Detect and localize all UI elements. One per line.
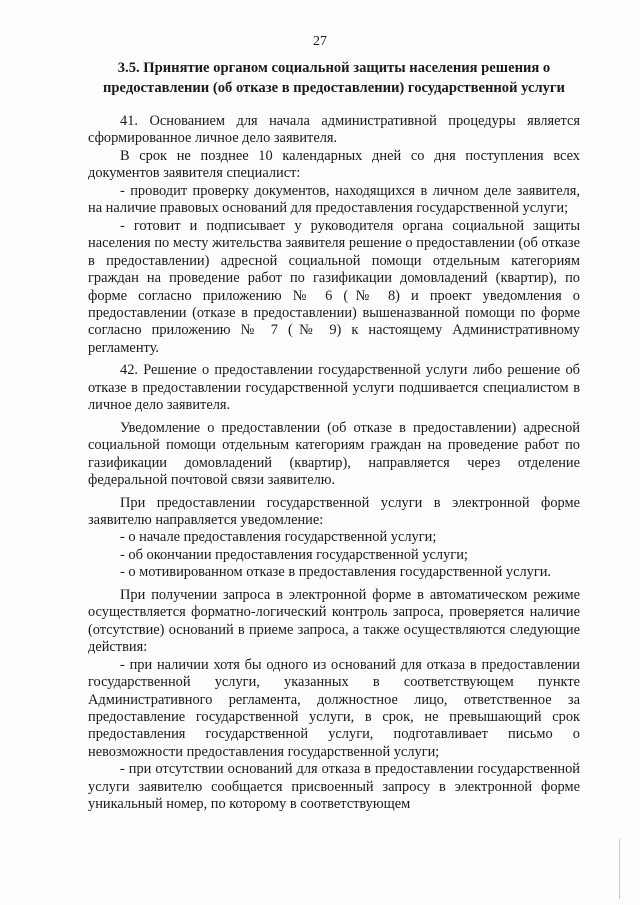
body-text (88, 113, 580, 814)
page-number: 27 (313, 34, 327, 49)
list-item-end-service: - об окончании предоставления государственной услуги; (120, 546, 468, 563)
paragraph-electronic-form: При предоставлении государственной услуги в электронной форме заявителю направляется уведомление: (88, 494, 580, 528)
list-item-no-grounds: - при отсутствии оснований для отказа в предоставлении государственной услуги заявителю сообщается присвоенный запросу в электронной форме уникальный номер, по которому в соответствующем (88, 761, 580, 813)
paragraph-notification: Уведомление о предоставлении (об отказе в предоставлении) адресной социальной помощи отдельным категориям граждан на проведение работ по газификации домовладений (квартир), направляется через отделение федеральной почтовой связи заявителю. (88, 419, 580, 489)
section-heading (88, 58, 580, 98)
paragraph-41: 41. Основанием для начала административной процедуры является сформированное личное дело заявителя. (88, 113, 580, 147)
list-item-refusal: - о мотивированном отказе в предоставления государственной услуги. (120, 564, 552, 581)
section-heading-line-2: предоставлении (об отказе в предоставлении) государственной услуги (103, 80, 565, 96)
list-item-grounds-for-refusal: - при наличии хотя бы одного из оснований для отказа в предоставлении государственной услуги, указанных в соответствующем пункте Административного регламента, должностное лицо, ответственное за предоставление государственной услуги, в срок, не превышающий срок предоставления государственной услуги, подготавливает письмо о невозможности предоставления государственной услуги; (88, 656, 580, 760)
list-item-prepare-decision: - готовит и подписывает у руководителя органа социальной защиты населения по месту жительства заявителя решение о предоставлении (об отказе в предоставлении) адресной социальной помощи отдельным категориям граждан на проведение работ по газификации домовладений (квартир), по форме согласно приложению № 6 (№ 8) и проект уведомления о предоставлении (отказе в предоставлении) вышеназванной помощи по форме согласно приложению № 7 (№ 9) к настоящему Административному регламенту. (88, 217, 580, 356)
list-item-check-documents: - проводит проверку документов, находящихся в личном деле заявителя, на наличие правовых оснований для предоставления государственной услуги; (88, 182, 580, 217)
section-heading-line-1: 3.5. Принятие органом социальной защиты населения решения о (117, 60, 551, 76)
list-item-start-service: - о начале предоставления государственной услуги; (120, 529, 437, 546)
paragraph-deadline: В срок не позднее 10 календарных дней со дня поступления всех документов заявителя специалист: (88, 147, 580, 182)
scan-edge-mark (619, 839, 620, 899)
paragraph-electronic-request: При получении запроса в электронной форме в автоматическом режиме осуществляется форматно-логический контроль запроса, проверяется наличие (отсутствие) оснований в приеме запроса, а также осуществляются следующие действия: (88, 586, 580, 656)
paragraph-42: 42. Решение о предоставлении государственной услуги либо решение об отказе в предоставлении государственной услуги подшивается специалистом в личное дело заявителя. (88, 362, 580, 414)
